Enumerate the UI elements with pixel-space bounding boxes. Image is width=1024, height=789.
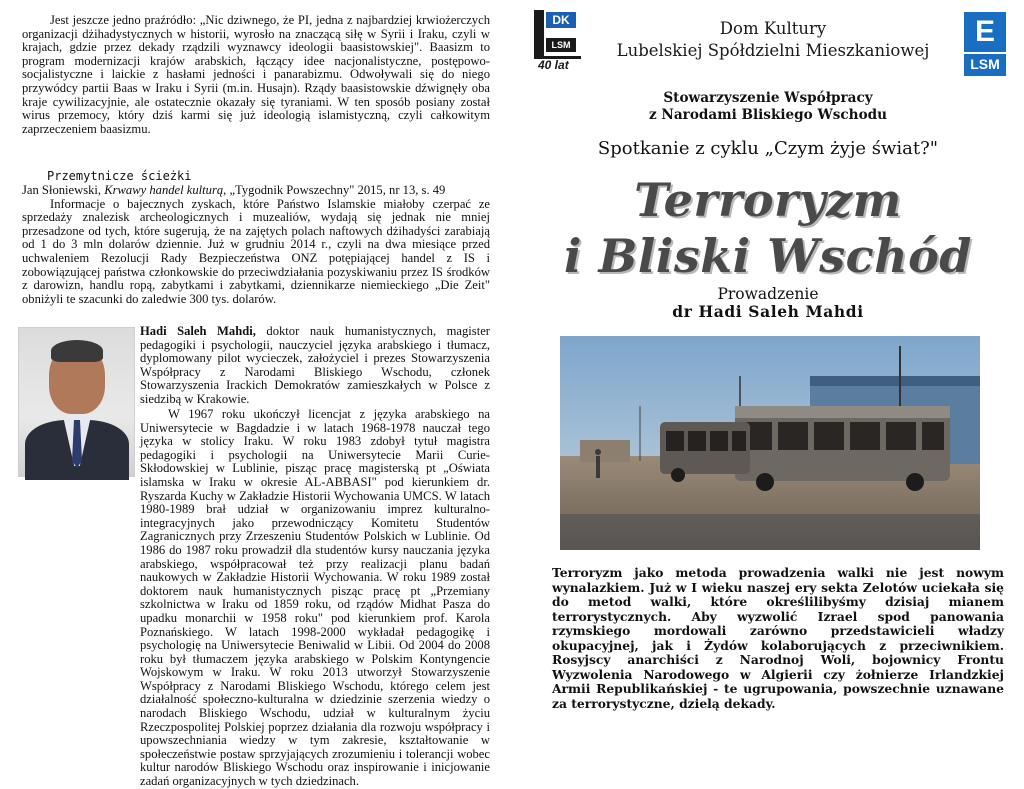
trade-paragraph: Informacje o bajecznych zyskach, które Państwo Islamskie miałoby czerpać ze sprzedaży znalezisk archeologicznych i muzealiów, wydają się jednak nie mniej przesadzone od tych, które sugerują, że na zajętych polach naftowych dżihadyści zarabiają od 1 do 3 mln dolarów dziennie. Już w grudniu 2014 r., czyli na dwa miesiące przed uchwaleniem Rezolucji Rady Bezpieczeństwa ONZ potępiającej handel z IS i zobowiązującej państwa członkowskie do przeciwdziałania pozyskiwaniu przez IS środków z darowizn, handlu ropą, zabytkami i zabytkami, dziennikarze niemieckiego „Die Zeit" obniżyli te szacunki do zaledwie 300 tys. dolarów. — [22, 196, 490, 306]
burned-buses-photo — [560, 336, 980, 550]
host-info: Prowadzenie dr Hadi Saleh Mahdi — [672, 285, 864, 321]
right-page — [512, 0, 1024, 725]
lsm-logo: E LSM — [964, 12, 1006, 76]
section-subheading: Przemytnicze ścieżki — [47, 169, 192, 183]
intro-paragraph: Jest jeszcze jedno praźródło: „Nic dziwnego, że PI, jedna z najbardziej krwiożerczych organizacji dżihadystycznych w historii, wyrosło na znaczącą siłę w Syrii i Iraku, czyli w krajach, gdzie przez dekady rządzili wyznawcy ideologii baasistowskiej". Baasizm to program modernizacji krajów arabskich, łączący idee nacjonalistyczne, postępowo-socjalistyczne i laickie z hasłami jedności i panarabizmu. Odwoływali się do niego przywódcy partii Baas w Iraku i Syrii (m.in. Husajn). Rządy baasistowskie dźwignęły oba kraje cywilizacyjnie, ale ostatecznie okazały się tyraniami. W ten sposób posiany został wirus przemocy, który dziś karmi się już ideologią islamistyczną, czyli całkowitym zaprzeczeniem baasizmu. — [22, 13, 490, 136]
dk-lsm-logo: DK LSM 40 lat — [534, 10, 578, 70]
citation: Jan Słoniewski, Krwawy handel kulturą, „Tygodnik Powszechny" 2015, nr 13, s. 49 — [22, 183, 446, 197]
event-abstract: Terroryzm jako metoda prowadzenia walki nie jest nowym wynalazkiem. Już w I wieku naszej ery sekta Zelotów uciekała się do metod walki, które określilibyśmy dzisiaj mianem terrorystycznych. Aby wyzwolić Izrael spod panowania rzymskiego mordowali zarówno przedstawicieli władzy okupacyjnej, jak i Żydów kolaborujących z przeciwnikiem. Rosyjscy anarchiści z Narodnoj Woli, bojownicy Frontu Wyzwolenia Narodowego w Algierii czy żołnierze Irlandzkiej Armii Republikańskiej - te ugrupowania, powszechnie uznawane za terrorystyczne, dzielą dekady. — [552, 565, 1004, 711]
bio-career-rest — [22, 476, 490, 708]
event-title: Terroryzm i Bliski Wschód — [564, 173, 972, 283]
citation-and-paragraph — [22, 184, 490, 306]
cycle-subtitle: Spotkanie z cyklu „Czym żyje świat?" — [597, 138, 939, 159]
bio-intro: Hadi Saleh Mahdi, doktor nauk humanistycznych, magister pedagogiki i psychologii, nauczyciel języka arabskiego i tłumacz, dyplomowany pilot wycieczek, założyciel i prezes Stowarzyszenia Współpracy z Narodami Bliskiego Wschodu, członek Stowarzyszenia Irackich Demokratów zamieszkałych w Polsce z siedzibą w Krakowie. — [140, 324, 490, 406]
bio-career-start: W 1967 roku ukończył licencjat z języka arabskiego na Uniwersytecie w Bagdadzie i w latach 1968-1978 nauczał tego języka w stolicy Iraku. W roku 1983 zdobył tytuł magistra pedagogiki i psychologii na Uniwersytecie Marii Curie-Skłodowskiej w Lublinie, pisząc pracę magisterską pt „Oświata islamska w Iraku w okresie AL-ABBASI" pod kierunkiem dr. Ryszarda Kuchy w Zakładzie Historii Wychowania UMCS. W latach 1980-1989 brał udział w organizowaniu imprez kulturalno-integracyjnych jako przewodniczący Komitetu Studentów Zagranicznych przy Zrzeszeniu Studentów Polskich w Lublinie. Od 1986 do 1987 roku prowadził dla studentów kursy nauczania języka arabskiego, współpracował też przy realizacji planu badań naukowych w Zakładzie Historii Wychowania. W roku 1989 został doktorem nauk humanistycznych pisząc pracę pt „Przemiany szkolnictwa w Iraku od 1859 roku, od rządów Midhat Pasza do upadku monarchii w 1958 roku" pod kierunkiem prof. Karola Poznańskiego. W latach 1998-2000 wykładał pedagogikę i psychologię na Uniwersytecie Beniwalid w Libii. Od 2004 do 2008 roku był tłumaczem języka arabskiego w Polskim Kontyngencie Wojskowym w Iraku. W roku 2013 utworzył Stowarzyszenie Współpracy z Narodami Bliskiego Wschodu, którego celem jest działalność społeczno-kulturalna w dziedzinie szerzenia wiedzy o narodach Bliskiego Wschodu, udział w kulturalnym życiu Rzeczpospolitej Polskiej poprzez działania dla rozwoju współpracy i upowszechniania wiedzy w tym zakresie, kształtowanie w społeczeństwie postaw sprzyjających zrozumieniu i tolerancji wobec kultur narodów Bliskiego Wschodu oraz inspirowanie i inicjowanie zadań organizacyjnych w tych dziedzinach. — [140, 407, 490, 789]
association-name: Stowarzyszenie Współpracy z Narodami Bliskiego Wschodu — [648, 90, 888, 123]
author-photo — [18, 327, 135, 477]
organizer-name: Dom Kultury Lubelskiej Spółdzielni Mieszkaniowej — [616, 19, 930, 60]
